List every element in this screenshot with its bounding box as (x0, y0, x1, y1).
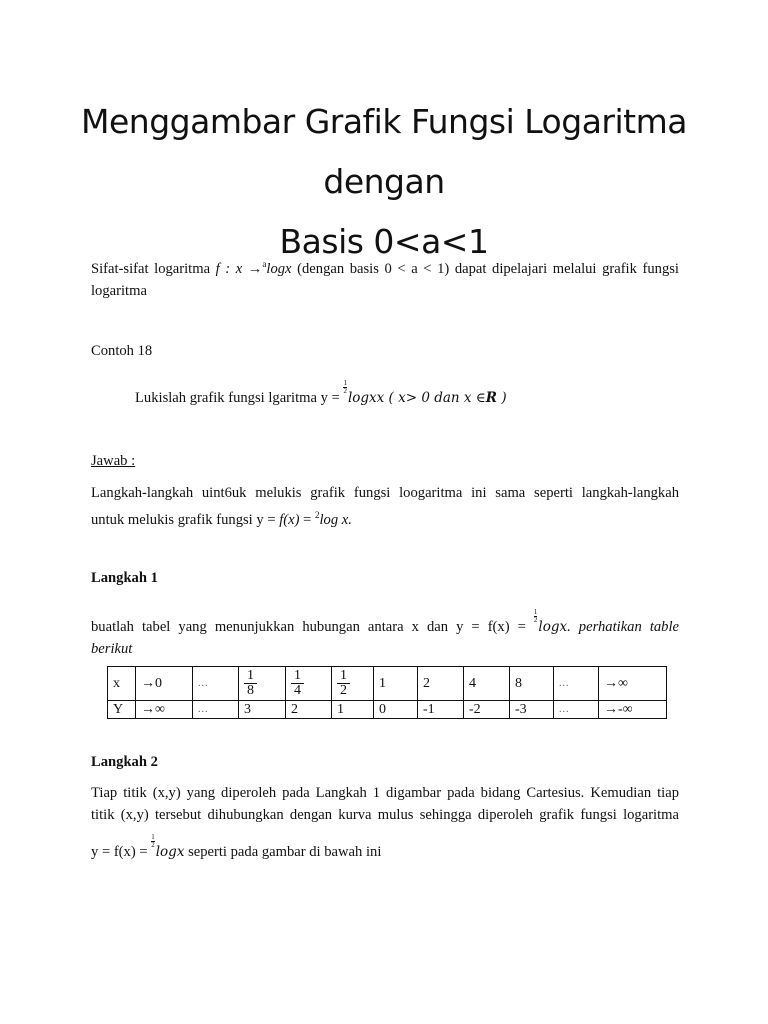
example-task-end: ) (497, 390, 507, 406)
example-fraction (343, 380, 347, 395)
step-1-fraction (534, 609, 538, 624)
table-cell: 2 (418, 667, 464, 701)
step-2-heading: Langkah 2 (91, 754, 158, 770)
intro-function: f : x → (215, 261, 263, 277)
answer-paragraph (91, 482, 679, 531)
table-cell: 0 (374, 701, 418, 719)
fraction-numerator: 1 (533, 608, 538, 616)
step-1-line-1 (91, 609, 679, 638)
step-1-text-end: . perhatikan table (567, 619, 679, 635)
table-cell-x-label: x (108, 667, 136, 701)
fraction-numerator: 1 (291, 669, 304, 684)
step-1-heading: Langkah 1 (91, 570, 158, 586)
table-cell: ... (193, 701, 239, 719)
intro-text-line-2: logaritma (91, 283, 147, 299)
table-cell: 2 (286, 701, 332, 719)
table-cell: →∞ (599, 667, 667, 701)
table-cell: 1 (374, 667, 418, 701)
fraction-denominator: 2 (343, 387, 347, 395)
answer-label: Jawab : (91, 453, 136, 469)
table-cell: 4 (464, 667, 510, 701)
example-task (135, 380, 675, 409)
example-task-log: logxx ( x> 0 dan x ∈ (347, 390, 486, 406)
real-set-symbol: R (485, 390, 498, 406)
table-cell: -2 (464, 701, 510, 719)
table-cell-y-label: Y (108, 701, 136, 719)
fraction-numerator: 1 (337, 669, 350, 684)
table-cell: 1 (332, 701, 374, 719)
fraction-numerator: 1 (343, 379, 347, 387)
table-cell (286, 667, 332, 701)
step-1-log: logx (538, 619, 568, 635)
table-cell: ... (554, 667, 599, 701)
table-cell: ... (554, 701, 599, 719)
title-line-2: Basis 0<a<1 (279, 222, 489, 261)
title-line-1: Menggambar Grafik Fungsi Logaritma dengan (81, 102, 687, 201)
step-2-log: logx (155, 844, 185, 860)
values-table (107, 666, 667, 719)
table-cell: 8 (510, 667, 554, 701)
intro-log-base: a (262, 259, 267, 269)
step-1-text: buatlah tabel yang menunjukkan hubungan antara x dan y = f(x) = (91, 619, 534, 635)
step-2-text: y = f(x) = (91, 844, 152, 860)
table-cell (332, 667, 374, 701)
step-2-line-3 (91, 834, 679, 863)
table-cell: →∞ (136, 701, 193, 719)
answer-line-2 (91, 512, 352, 528)
intro-log-expression: logx (266, 261, 292, 277)
fraction-numerator: 1 (244, 669, 257, 684)
table-row-x (108, 667, 667, 701)
example-task-text: Lukislah grafik fungsi lgaritma y = (135, 390, 344, 406)
fraction-denominator: 2 (340, 682, 347, 698)
table-cell: -3 (510, 701, 554, 719)
step-1-line-2: berikut (91, 641, 133, 657)
fraction-denominator: 4 (294, 682, 301, 698)
fraction-numerator: 1 (151, 833, 155, 841)
fraction-denominator: 8 (247, 682, 254, 698)
intro-text-start: Sifat-sifat logaritma (91, 261, 216, 277)
answer-eq: = (299, 512, 315, 528)
step-1-paragraph (91, 609, 679, 660)
intro-paragraph (91, 253, 679, 302)
table-cell (239, 667, 286, 701)
step-2-line-2: titik (x,y) tersebut dihubungkan dengan kurva mulus sehingga diperoleh grafik fungsi logaritma (91, 807, 679, 823)
step-2-line-1: Tiap titik (x,y) yang diperoleh pada Langkah 1 digambar pada bidang Cartesius. Kemudian tiap (91, 785, 679, 801)
step-2-paragraph (91, 782, 679, 863)
answer-line-1: Langkah-langkah uint6uk melukis grafik fungsi loogaritma ini sama seperti langkah-langkah (91, 485, 679, 501)
page-title (60, 92, 708, 272)
answer-log-base: 2 (315, 510, 320, 520)
step-2-fraction (151, 834, 155, 849)
answer-log: log x. (319, 512, 352, 528)
table-cell: →-∞ (599, 701, 667, 719)
example-label: Contoh 18 (91, 343, 153, 359)
table-cell: ... (193, 667, 239, 701)
intro-text-end: (dengan basis 0 < a < 1) dapat dipelajari melalui grafik fungsi (291, 261, 679, 277)
answer-line-2-text: untuk melukis grafik fungsi y = (91, 512, 280, 528)
table-row-y (108, 701, 667, 719)
table-cell: -1 (418, 701, 464, 719)
fraction-denominator: 2 (533, 616, 538, 624)
table-cell: 3 (239, 701, 286, 719)
answer-fx: f(x) (279, 512, 300, 528)
table-cell: →0 (136, 667, 193, 701)
fraction-denominator: 2 (151, 841, 155, 849)
step-2-text-end: seperti pada gambar di bawah ini (184, 844, 382, 860)
